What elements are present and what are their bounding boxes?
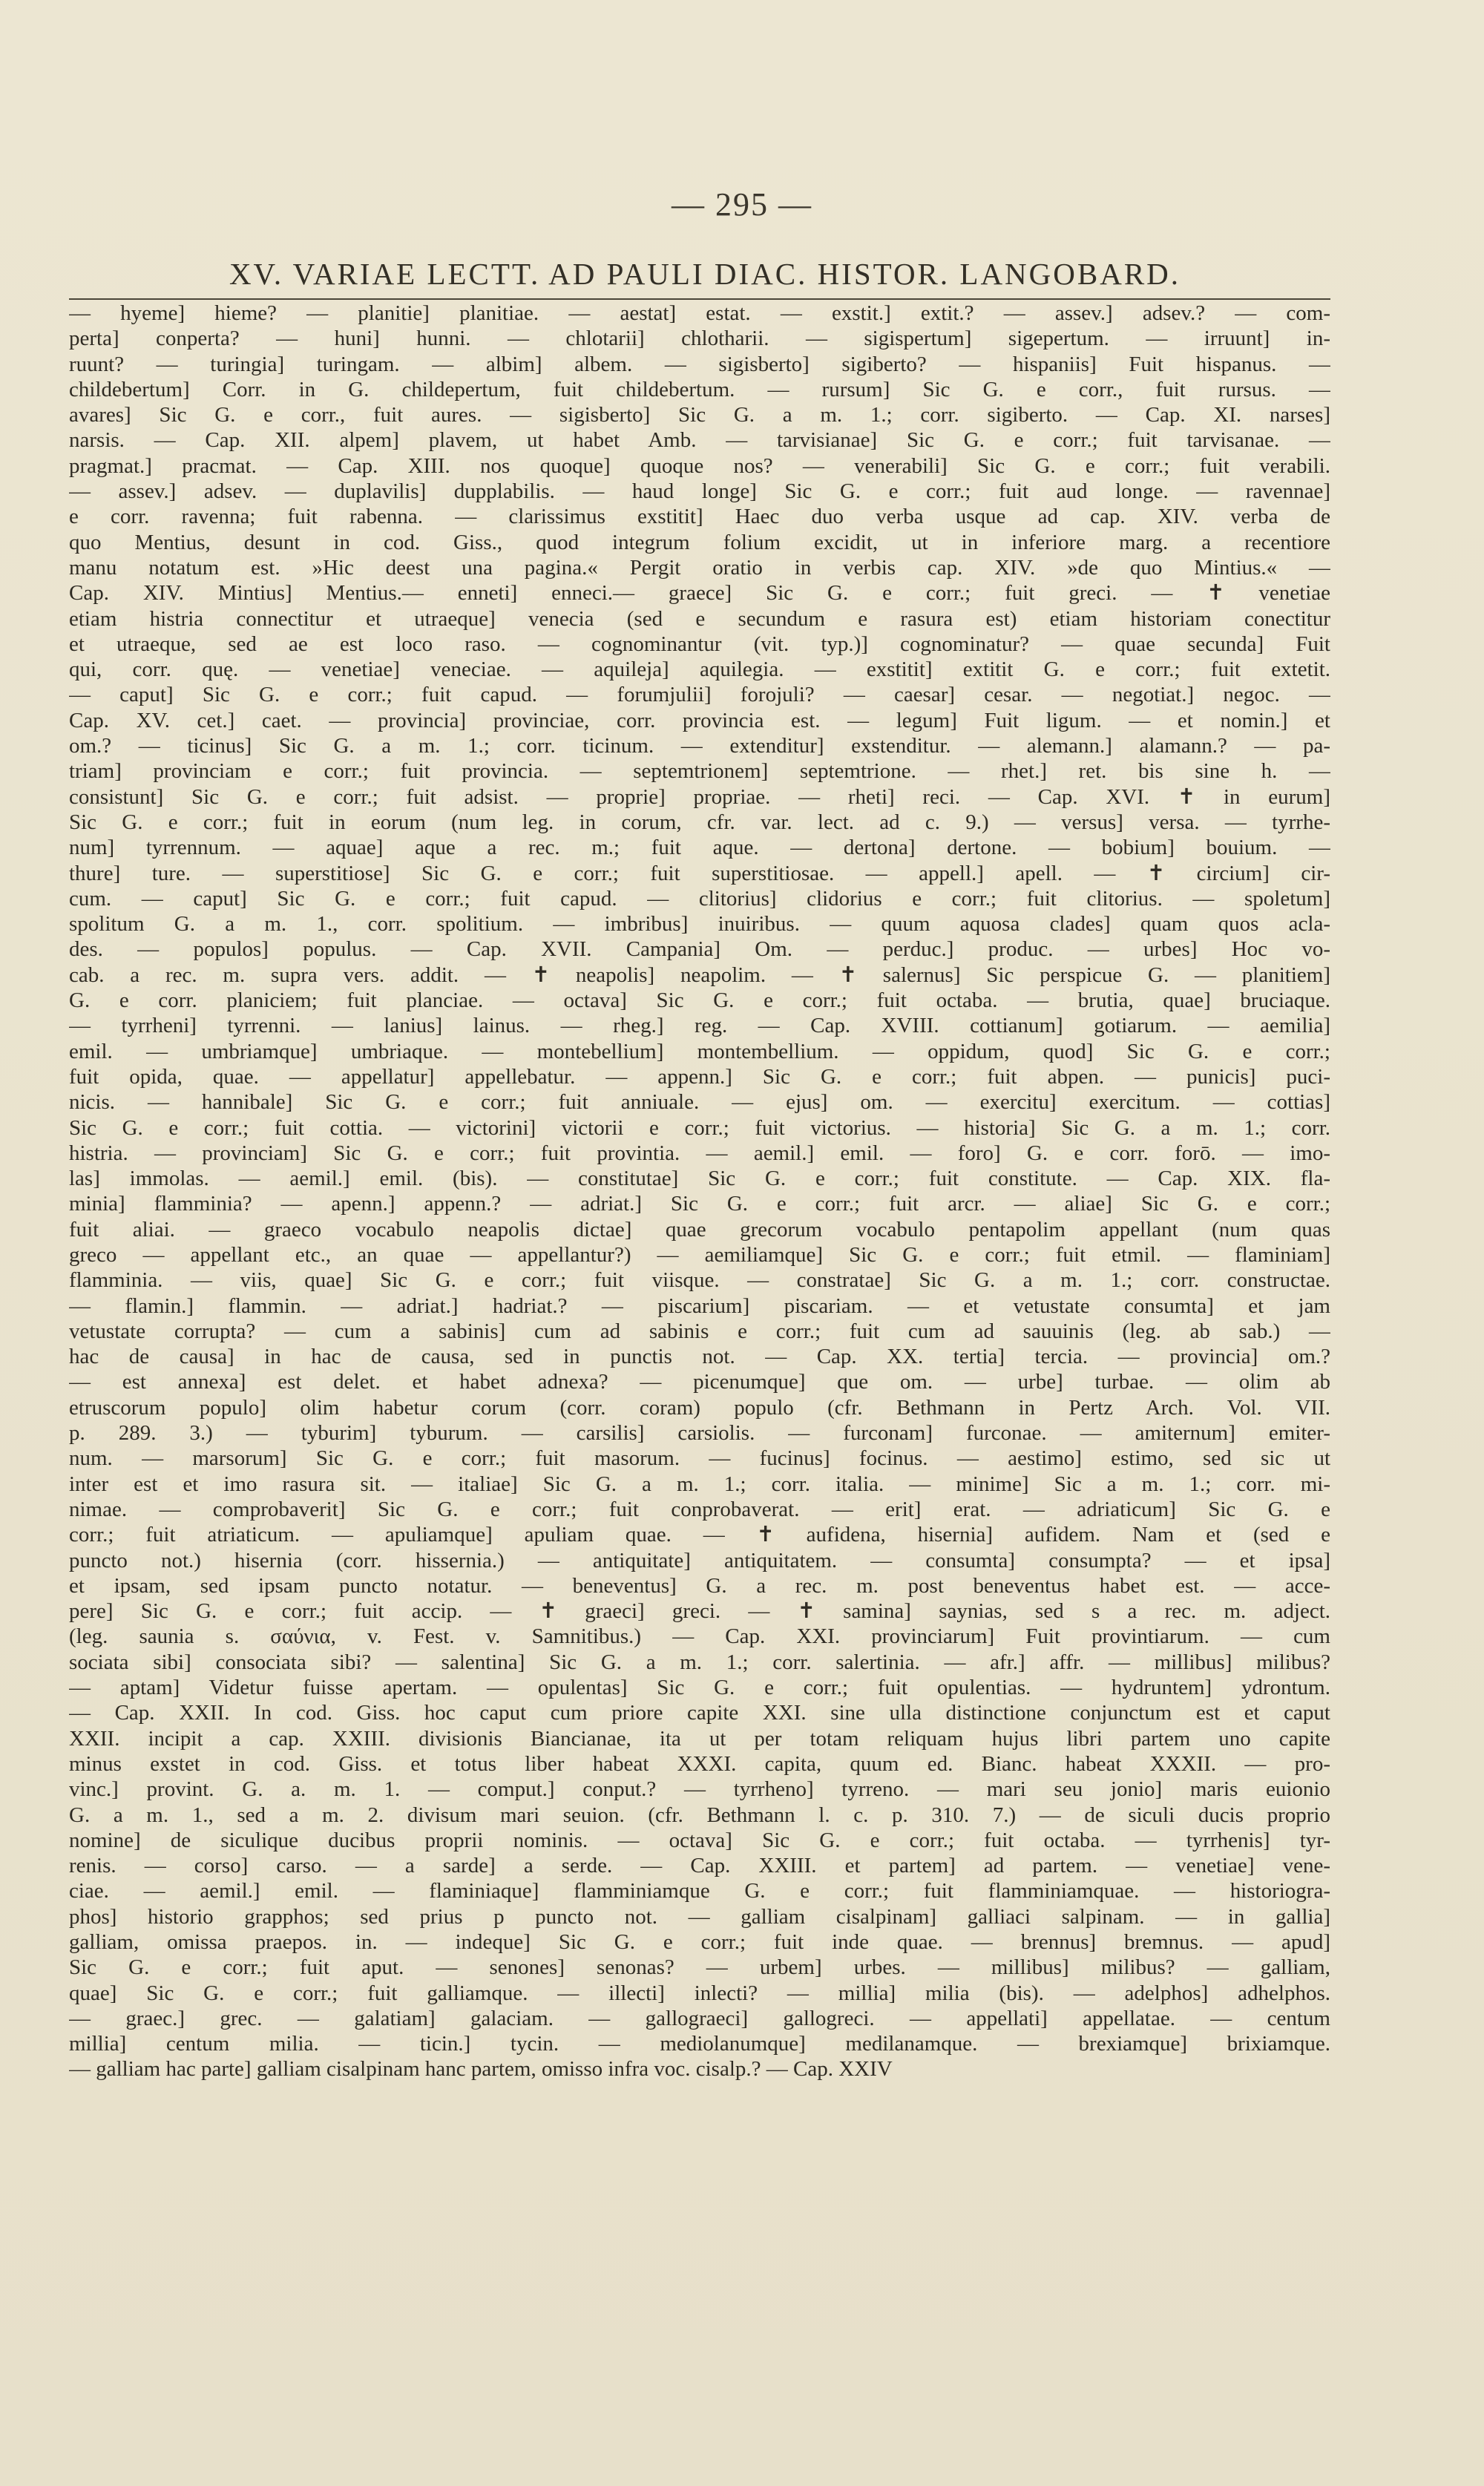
text-line: renis. — corso] carso. — a sarde] a serde. — Cap. XXIII. et partem] ad partem. — venetiae] vene- [69,1854,1330,1878]
text-line: — graec.] grec. — galatiam] galaciam. — gallograeci] gallogreci. — appellati] appellatae. — centum [69,2006,1330,2030]
text-line: spolitum G. a m. 1., corr. spolitium. — imbribus] inuiribus. — quum aquosa clades] quam quos acla- [69,912,1330,937]
text-line: las] immolas. — aemil.] emil. (bis). — constitutae] Sic G. e corr.; fuit constitute. — Cap. XIX. fla- [69,1167,1330,1191]
text-line: minia] flamminia? — apenn.] appenn.? — adriat.] Sic G. e corr.; fuit arcr. — aliae] Sic G. e corr.; [69,1192,1330,1216]
text-line: (leg. saunia s. σαύνια, v. Fest. v. Samnitibus.) — Cap. XXI. provinciarum] Fuit provintiarum. — cum [69,1624,1330,1649]
text-line: consistunt] Sic G. e corr.; fuit adsist. — proprie] propriae. — rheti] reci. — Cap. XVI. ✝ in eurum] [69,784,1330,809]
text-line: qui, corr. quę. — venetiae] veneciae. — aquileja] aquilegia. — exstitit] extitit G. e corr.; fuit extetit. [69,657,1330,682]
text-line: ruunt? — turingia] turingam. — albim] albem. — sigisberto] sigiberto? — hispaniis] Fuit hispanus. — [69,352,1330,376]
text-line: pragmat.] pracmat. — Cap. XIII. nos quoque] quoque nos? — venerabili] Sic G. e corr.; fuit verabili. [69,453,1330,478]
text-line: perta] conperta? — huni] hunni. — chlotarii] chlotharii. — sigispertum] sigepertum. — irruunt] in- [69,327,1330,351]
text-line: quae] Sic G. e corr.; fuit galliamque. — illecti] inlecti? — millia] milia (bis). — adelphos] adhelphos. [69,1981,1330,2005]
text-line: fuit aliai. — graeco vocabulo neapolis dictae] quae grecorum vocabulo pentapolim appellant (num quas [69,1217,1330,1242]
text-line: ciae. — aemil.] emil. — flaminiaque] flamminiamque G. e corr.; fuit flamminiamquae. — historiogra- [69,1879,1330,1903]
text-line: puncto not.) hisernia (corr. hissernia.) — antiquitate] antiquitatem. — consumta] consumpta? — et ipsa] [69,1548,1330,1572]
text-line: etruscorum populo] olim habetur corum (corr. coram) populo (cfr. Bethmann in Pertz Arch. Vol. VII. [69,1395,1330,1420]
text-line: galliam, omissa praepos. in. — indeque] Sic G. e corr.; fuit inde quae. — brennus] bremnus. — apud] [69,1930,1330,1954]
text-line: Cap. XIV. Mintius] Mentius.— enneti] enneci.— graece] Sic G. e corr.; fuit greci. — ✝ venetiae [69,581,1330,606]
text-line: phos] historio grapphos; sed prius p puncto not. — galliam cisalpinam] galliaci salpinam. — in gallia] [69,1904,1330,1929]
text-line: — assev.] adsev. — duplavilis] dupplabilis. — haud longe] Sic G. e corr.; fuit aud longe. — ravennae] [69,479,1330,504]
text-line: Sic G. e corr.; fuit aput. — senones] senonas? — urbem] urbes. — millibus] milibus? — galliam, [69,1955,1330,1980]
text-line: childebertum] Corr. in G. childepertum, fuit childebertum. — rursum] Sic G. e corr., fuit rursus. — [69,377,1330,401]
text-line: minus exstet in cod. Giss. et totus liber habeat XXXI. capita, quum ed. Bianc. habeat XXXII. — pro- [69,1751,1330,1776]
text-line: Cap. XV. cet.] caet. — provincia] provinciae, corr. provincia est. — legum] Fuit ligum. — et nomin.] et [69,708,1330,732]
page-number: — 295 — [672,186,812,223]
text-line: om.? — ticinus] Sic G. a m. 1.; corr. ticinum. — extenditur] exstenditur. — alemann.] alamann.? — pa- [69,734,1330,758]
running-head: XV. VARIAE LECTT. AD PAULI DIAC. HISTOR. LANGOBARD. [229,257,1181,291]
text-line: vetustate corrupta? — cum a sabinis] cum ad sabinis e corr.; fuit cum ad sauuinis (leg. ab sab.) — [69,1319,1330,1343]
text-line: cum. — caput] Sic G. e corr.; fuit capud. — clitorius] clidorius e corr.; fuit clitorius. — spoletum] [69,886,1330,911]
text-line: Sic G. e corr.; fuit in eorum (num leg. in corum, cfr. var. lect. ad c. 9.) — versus] versa. — tyrrhe- [69,810,1330,834]
text-line: — est annexa] est delet. et habet adnexa? — picenumque] que om. — urbe] turbae. — olim ab [69,1370,1330,1394]
text-line: hac de causa] in hac de causa, sed in punctis not. — Cap. XX. tertia] tercia. — provincia] om.? [69,1345,1330,1369]
text-line: Sic G. e corr.; fuit cottia. — victorini] victorii e corr.; fuit victorius. — historia] Sic G. a m. 1.; corr. [69,1115,1330,1140]
text-line: — tyrrheni] tyrrenni. — lanius] lainus. — rheg.] reg. — Cap. XVIII. cottianum] gotiarum. — aemilia] [69,1014,1330,1038]
text-line: histria. — provinciam] Sic G. e corr.; fuit provintia. — aemil.] emil. — foro] G. e corr. forō. — imo- [69,1141,1330,1165]
text-line: — Cap. XXII. In cod. Giss. hoc caput cum priore capite XXI. sine ulla distinctione conjunctum est et caput [69,1701,1330,1725]
text-line: XXII. incipit a cap. XXIII. divisionis Biancianae, ita ut per totam reliquam hujus libri partem uno capite [69,1726,1330,1751]
text-line: quo Mentius, desunt in cod. Giss., quod integrum folium excidit, ut in inferiore marg. a recentiore [69,530,1330,554]
text-line: cab. a rec. m. supra vers. addit. — ✝ neapolis] neapolim. — ✝ salernus] Sic perspicue G. — planitiem] [69,962,1330,987]
text-line: inter est et imo rasura sit. — italiae] Sic G. a m. 1.; corr. italia. — minime] Sic a m. 1.; corr. mi- [69,1472,1330,1496]
text-line: etiam histria connectitur et utraeque] venecia (sed e secundum e rasura est) etiam historiam conectitur [69,606,1330,631]
text-line: num] tyrrennum. — aquae] aque a rec. m.; fuit aque. — dertona] dertone. — bobium] bouium. — [69,836,1330,860]
text-line: p. 289. 3.) — tyburim] tyburum. — carsilis] carsiolis. — furconam] furconae. — amiternum] emiter- [69,1421,1330,1446]
text-line: et ipsam, sed ipsam puncto notatur. — beneventus] G. a rec. m. post beneventus habet est. — acce- [69,1573,1330,1598]
text-line: corr.; fuit atriaticum. — apuliamque] apuliam quae. — ✝ aufidena, hisernia] aufidem. Nam et (sed e [69,1523,1330,1547]
text-line: num. — marsorum] Sic G. e corr.; fuit masorum. — fucinus] focinus. — aestimo] estimo, sed sic ut [69,1446,1330,1471]
text-line: — aptam] Videtur fuisse apertam. — opulentas] Sic G. e corr.; fuit opulentias. — hydruntem] ydrontum. [69,1676,1330,1700]
text-line: pere] Sic G. e corr.; fuit accip. — ✝ graeci] greci. — ✝ samina] saynias, sed s a rec. m. adject. [69,1599,1330,1624]
text-line: — flamin.] flammin. — adriat.] hadriat.? — piscarium] piscariam. — et vetustate consumta] et jam [69,1293,1330,1318]
text-line: — caput] Sic G. e corr.; fuit capud. — forumjulii] forojuli? — caesar] cesar. — negotiat.] negoc. — [69,683,1330,707]
text-line: flamminia. — viis, quae] Sic G. e corr.; fuit viisque. — constratae] Sic G. a m. 1.; corr. constructae. [69,1268,1330,1293]
text-line: nicis. — hannibale] Sic G. e corr.; fuit anniuale. — ejus] om. — exercitu] exercitum. — cottias] [69,1090,1330,1115]
text-line: nimae. — comprobaverit] Sic G. e corr.; fuit conprobaverat. — erit] erat. — adriaticum] Sic G. e [69,1497,1330,1521]
text-line: — hyeme] hieme? — planitie] planitiae. — aestat] estat. — exstit.] extit.? — assev.] adsev.? — com- [69,301,1330,325]
header-rule [69,298,1330,300]
text-line: sociata sibi] consociata sibi? — salentina] Sic G. a m. 1.; corr. salertinia. — afr.] affr. — millibus] milibus? [69,1650,1330,1674]
text-line: fuit opida, quae. — appellatur] appellebatur. — appenn.] Sic G. e corr.; fuit abpen. — punicis] puci- [69,1064,1330,1089]
text-line: manu notatum est. »Hic deest una pagina.« Pergit oratio in verbis cap. XIV. »de quo Mintius.« — [69,555,1330,580]
text-line: triam] provinciam e corr.; fuit provincia. — septemtrionem] septemtrione. — rhet.] ret. bis sine h. — [69,759,1330,784]
text-line: narsis. — Cap. XII. alpem] plavem, ut habet Amb. — tarvisianae] Sic G. e corr.; fuit tarvisanae. — [69,428,1330,453]
text-line: emil. — umbriamque] umbriaque. — montebellium] montembellium. — oppidum, quod] Sic G. e corr.; [69,1039,1330,1063]
text-line: des. — populos] populus. — Cap. XVII. Campania] Om. — perduc.] produc. — urbes] Hoc vo- [69,937,1330,962]
text-line: G. a m. 1., sed a m. 2. divisum mari seuion. (cfr. Bethmann l. c. p. 310. 7.) — de siculi ducis proprio [69,1803,1330,1827]
text-line: et utraeque, sed ae est loco raso. — cognominantur (vit. typ.)] cognominatur? — quae secunda] Fuit [69,632,1330,656]
text-line: greco — appellant etc., an quae — appellantur?) — aemiliamque] Sic G. e corr.; fuit etmil. — flaminiam] [69,1242,1330,1267]
text-line: e corr. ravenna; fuit rabenna. — clarissimus exstitit] Haec duo verba usque ad cap. XIV. verba de [69,505,1330,529]
text-line: G. e corr. planiciem; fuit planciae. — octava] Sic G. e corr.; fuit octaba. — brutia, quae] bruciaque. [69,988,1330,1013]
apparatus-text [69,301,1330,2082]
text-line: avares] Sic G. e corr., fuit aures. — sigisberto] Sic G. a m. 1.; corr. sigiberto. — Cap. XI. narses] [69,403,1330,427]
text-line: thure] ture. — superstitiose] Sic G. e corr.; fuit superstitiosae. — appell.] apell. — ✝ circium] cir- [69,861,1330,885]
text-line: nomine] de siculique ducibus proprii nominis. — octava] Sic G. e corr.; fuit octaba. — tyrrhenis] tyr- [69,1828,1330,1852]
text-line: — galliam hac parte] galliam cisalpinam hanc partem, omisso infra voc. cisalp.? — Cap. XXIV [69,2057,893,2082]
text-line: vinc.] provint. G. a. m. 1. — comput.] conput.? — tyrrheno] tyrreno. — mari seu jonio] maris euionio [69,1777,1330,1802]
text-line: millia] centum milia. — ticin.] tycin. — mediolanumque] medilanamque. — brexiamque] brixiamque. [69,2032,1330,2056]
